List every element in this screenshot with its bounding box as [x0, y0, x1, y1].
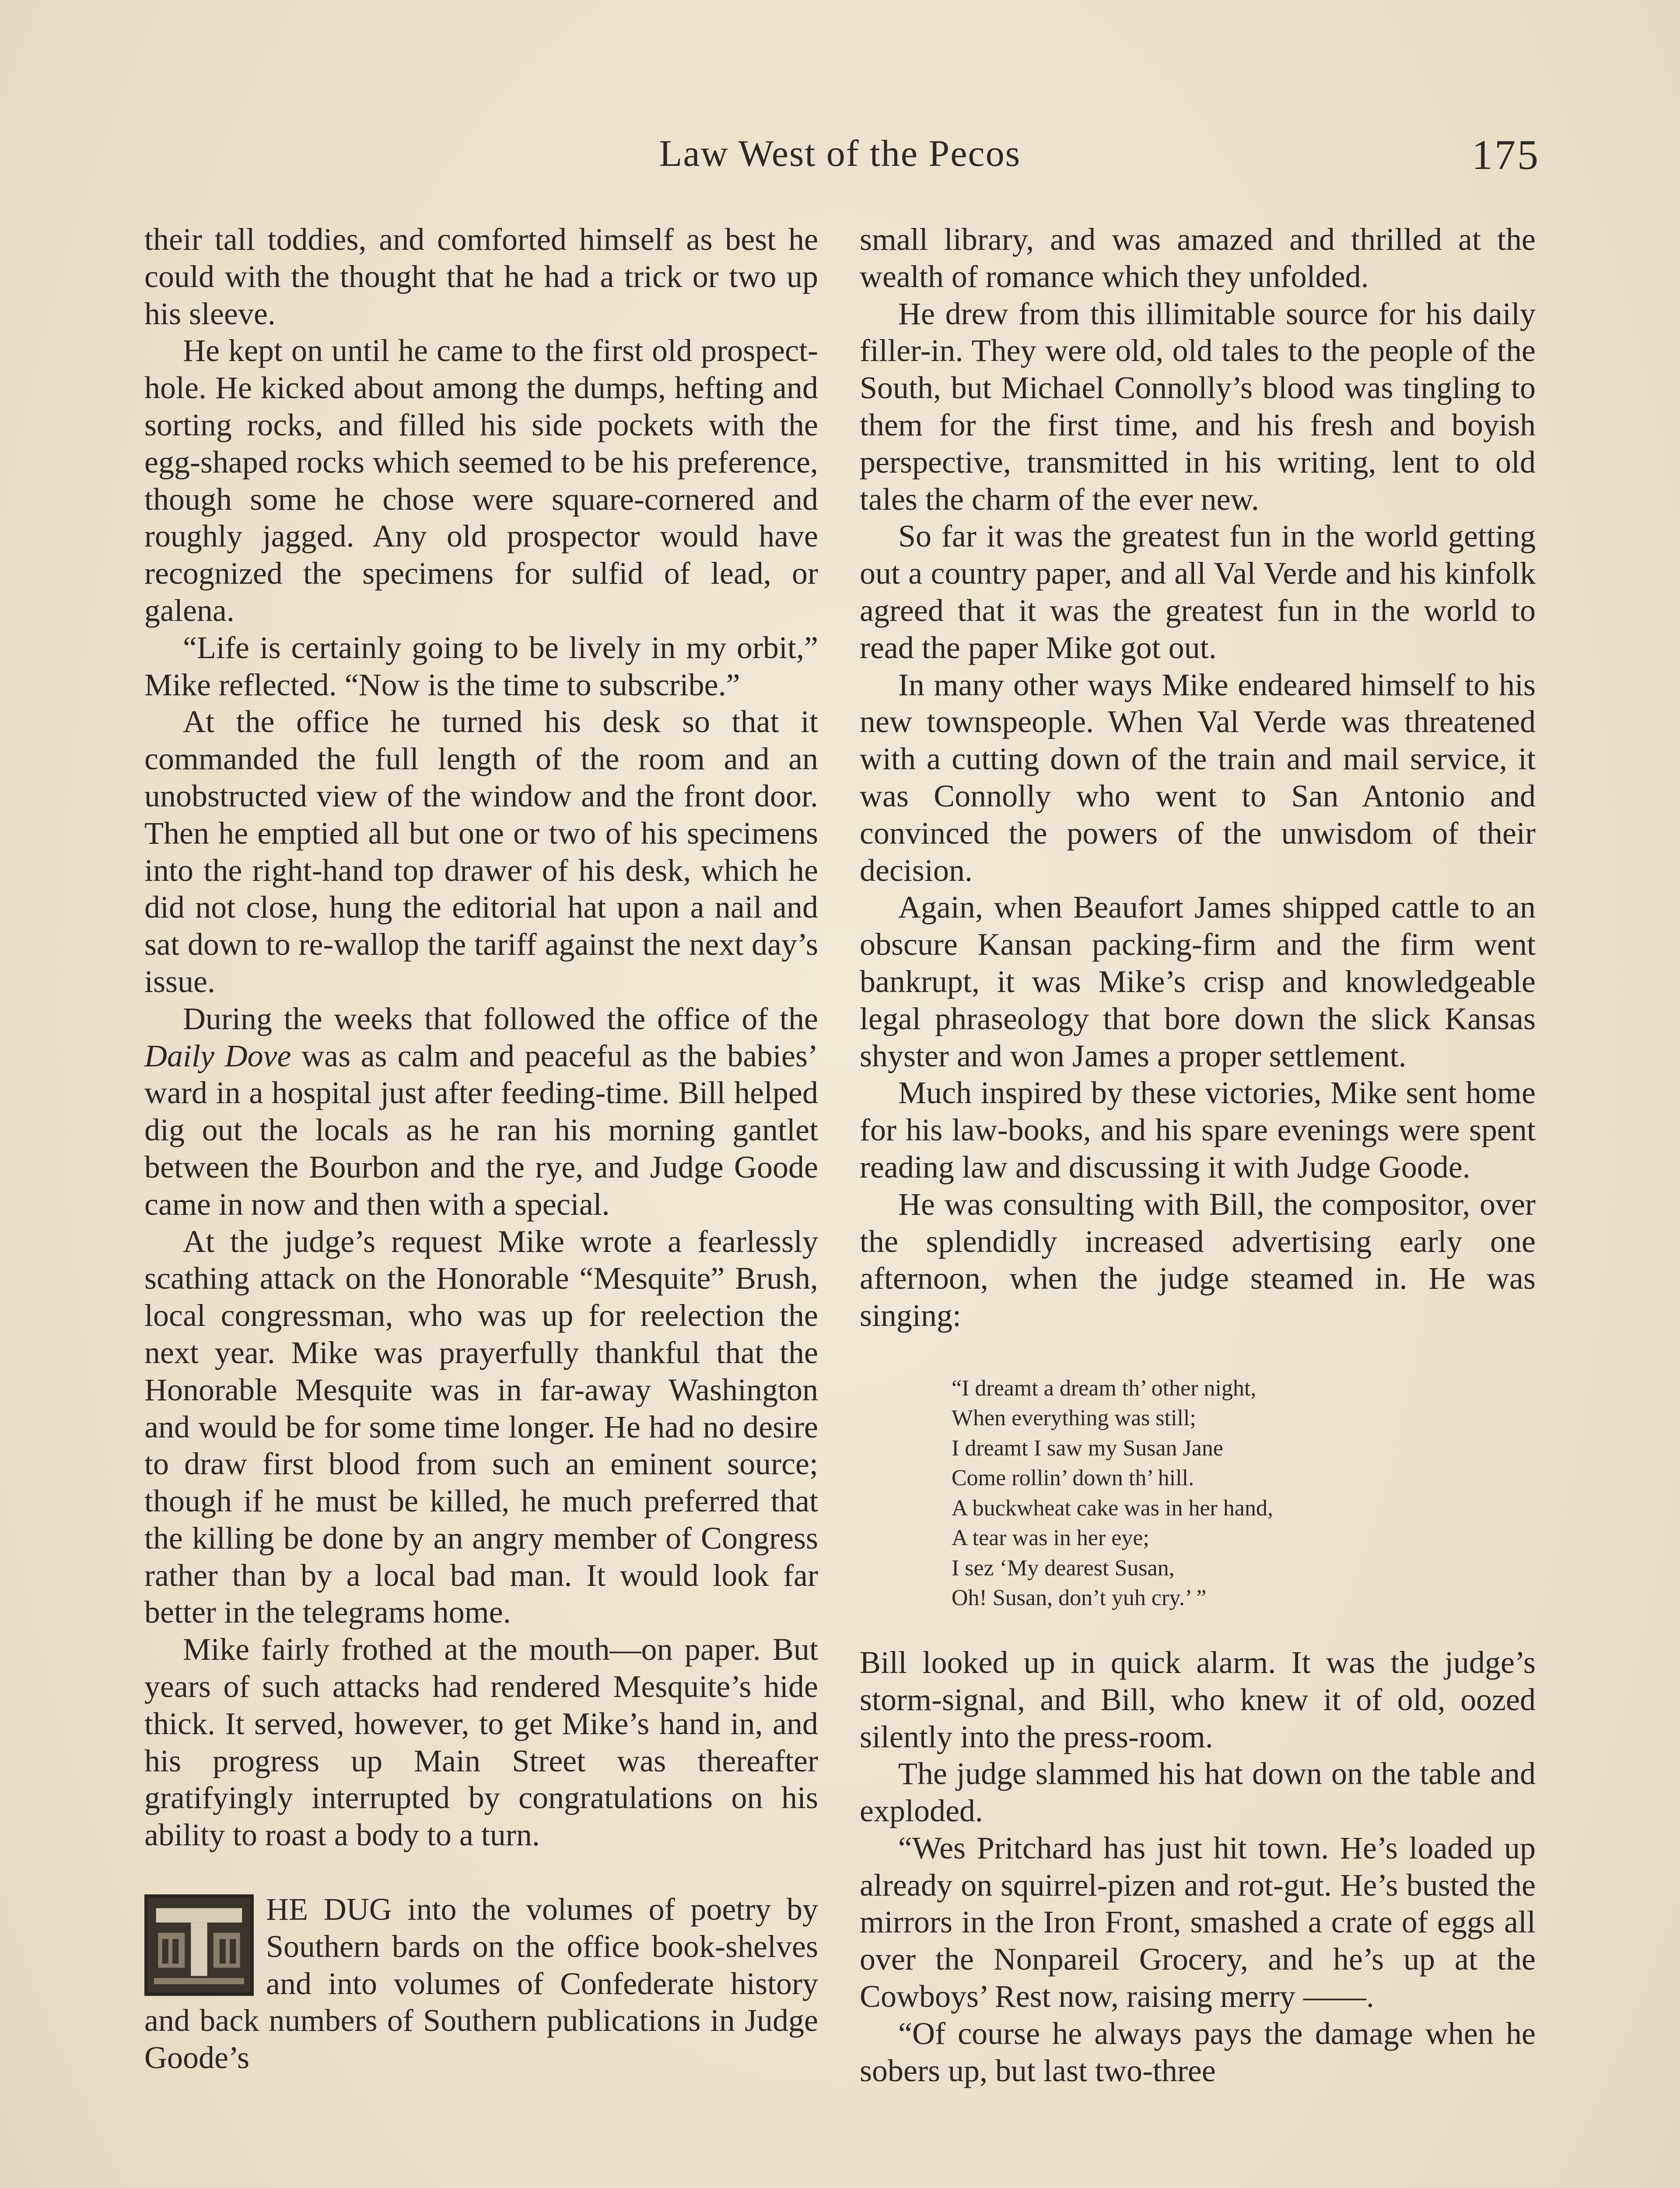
newspaper-name: Daily Dove	[144, 1038, 291, 1073]
paragraph: At the judge’s request Mike wrote a fearlessly scathing attack on the Honorable “Mesquite” Brush, local congressman, who was up for reelection the next year. Mike was prayerfully thankful that the Honorable Mesquite was in far-away Washington and would be for some time longer. He had no desire to draw first blood from such an eminent source; though if he must be killed, he much preferred that the killing be done by an angry member of Congress rather than by a local bad man. It would look far better in the telegrams home.	[144, 1224, 818, 1630]
section-break	[144, 1854, 818, 1891]
verse-line: Oh! Susan, don’t yuh cry.’ ”	[952, 1585, 1207, 1611]
paragraph: The judge slammed his hat down on the table and exploded.	[860, 1756, 1536, 1829]
paragraph: He kept on until he came to the first old prospect-hole. He kicked about among the dumps, hefting and sorting rocks, and filled his side pockets with the egg-shaped rocks which seemed to be his preference, though some he chose were square-cornered and roughly jagged. Any old prospector would have recognized the specimens for sulfid of lead, or galena.	[144, 333, 818, 628]
text-run: During the weeks that followed the office of the	[183, 1001, 818, 1036]
ornamental-initial-T-icon	[144, 1894, 254, 1996]
paragraph: Bill looked up in quick alarm. It was the judge’s storm-signal, and Bill, who knew it of old, oozed silently into the press-room.	[860, 1645, 1536, 1754]
page-number: 175	[1472, 131, 1540, 178]
paragraph-daily-dove	[144, 1000, 818, 1223]
paragraph: At the office he turned his desk so that it commanded the full length of the room and an unobstructed view of the window and the front door. Then he emptied all but one or two of his specimens into the right-hand top drawer of his desk, which he did not close, hung the editorial hat upon a nail and sat down to re-wallop the tariff against the next day’s issue.	[144, 704, 818, 999]
paragraph-with-initial: HE DUG into the volumes of poetry by Southern bards on the office book-shelves and into volumes of Confederate history and back numbers of Southern publications in Judge Goode’s	[144, 1892, 818, 2076]
running-header	[144, 131, 1540, 188]
running-title: Law West of the Pecos	[659, 132, 1021, 174]
verse-block	[860, 1374, 1536, 1613]
paragraph: their tall toddies, and comforted himself as best he could with the thought that he had a trick or two up his sleeve.	[144, 222, 818, 331]
text-run: was as calm and peaceful as the babies’ ward in a hospital just after feeding-time. Bill helped dig out the locals as he ran his morning gantlet between the Bourbon and the rye, and Judge Goode came in now and then with a special.	[144, 1038, 818, 1222]
verse-line: “I dreamt a dream th’ other night,	[952, 1375, 1256, 1401]
paragraph: Mike fairly frothed at the mouth—on paper. But years of such attacks had rendered Mesquite’s hide thick. It served, however, to get Mike’s hand in, and his progress up Main Street was thereafter gratifyingly interrupted by congratulations on his ability to roast a body to a turn.	[144, 1632, 818, 1853]
verse-line: When everything was still;	[952, 1406, 1196, 1431]
paragraph: He was consulting with Bill, the compositor, over the splendidly increased advertising early one afternoon, when the judge steamed in. He was singing:	[860, 1186, 1536, 1333]
verse-line: A tear was in her eye;	[952, 1525, 1149, 1551]
paragraph: He drew from this illimitable source for his daily filler-in. They were old, old tales to the people of the South, but Michael Connolly’s blood was tingling to them for the first time, and his fresh and boyish perspective, transmitted in his writing, lent to old tales the charm of the ever new.	[860, 296, 1536, 517]
right-column	[860, 221, 1536, 2089]
paragraph: “Life is certainly going to be lively in my orbit,” Mike reflected. “Now is the time to subscribe.”	[144, 630, 818, 702]
paragraph: small library, and was amazed and thrilled at the wealth of romance which they unfolded.	[860, 222, 1536, 294]
paragraph: In many other ways Mike endeared himself to his new townspeople. When Val Verde was threatened with a cutting down of the train and mail service, it was Connolly who went to San Antonio and convinced the powers of the unwisdom of their decision.	[860, 667, 1536, 888]
paragraph: Again, when Beaufort James shipped cattle to an obscure Kansan packing-firm and the firm went bankrupt, it was Mike’s crisp and knowledgeable legal phraseology that bore down the slick Kansas shyster and won James a proper settlement.	[860, 890, 1536, 1073]
verse-line: I sez ‘My dearest Susan,	[952, 1555, 1175, 1581]
verse-line: A buckwheat cake was in her hand,	[952, 1495, 1273, 1521]
section-start	[144, 1891, 818, 2076]
paragraph: “Of course he always pays the damage when he sobers up, but last two-three	[860, 2016, 1536, 2088]
left-column	[144, 221, 818, 2076]
verse-line: Come rollin’ down th’ hill.	[952, 1466, 1194, 1491]
paragraph: So far it was the greatest fun in the world getting out a country paper, and all Val Verde and his kinfolk agreed that it was the greatest fun in the world to read the paper Mike got out.	[860, 519, 1536, 665]
paragraph: “Wes Pritchard has just hit town. He’s loaded up already on squirrel-pizen and rot-gut. He’s busted the mirrors in the Iron Front, smashed a crate of eggs all over the Nonpareil Grocery, and he’s up at the Cowboys’ Rest now, raising merry ——.	[860, 1830, 1536, 2014]
verse-line: I dreamt I saw my Susan Jane	[952, 1435, 1223, 1461]
paragraph: Much inspired by these victories, Mike sent home for his law-books, and his spare evenings were spent reading law and discussing it with Judge Goode.	[860, 1075, 1536, 1185]
